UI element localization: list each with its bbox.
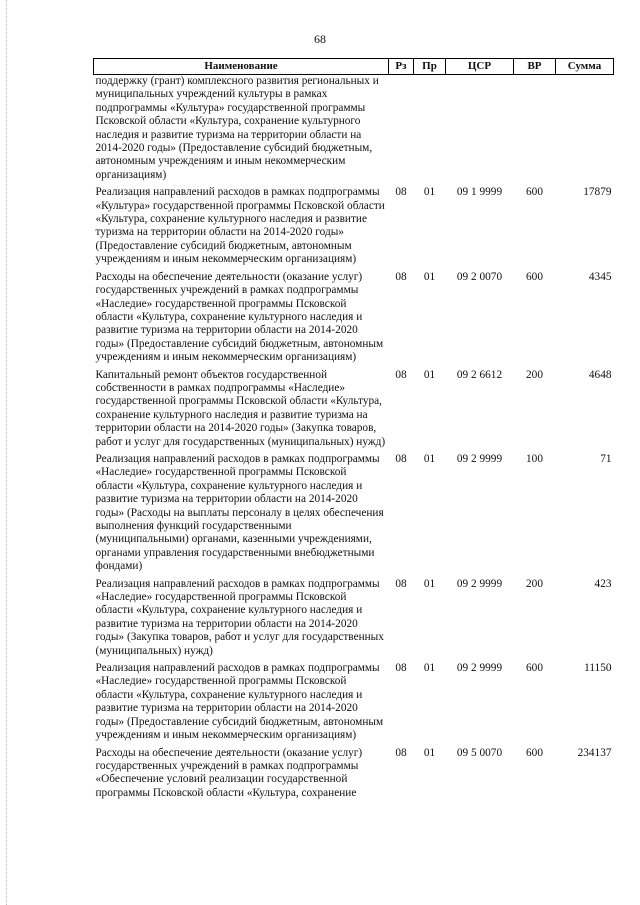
table-row xyxy=(94,185,614,269)
cell-pr xyxy=(414,75,446,186)
cell-vr: 200 xyxy=(526,368,543,381)
column-header-pr: Пр xyxy=(414,59,446,75)
cell-pr: 01 xyxy=(423,452,436,465)
column-header-sum: Сумма xyxy=(556,59,614,75)
cell-csr: 09 2 0070 xyxy=(456,270,503,283)
table-row xyxy=(94,270,614,368)
cell-rz xyxy=(389,75,414,186)
cell-sum: 71 xyxy=(600,452,612,465)
cell-pr: 01 xyxy=(423,186,436,199)
cell-sum: 234137 xyxy=(577,746,612,759)
cell-pr: 01 xyxy=(423,662,436,675)
cell-name: Расходы на обеспечение деятельности (оказание услуг) государственных учреждений в рамках подпрограммы «Наследие» государственной программы Псковской области «Культура, сохранение культурного наследия и развитие туризма на территории области на 2014-2020 годы» (Предоставление субсидий бюджетным, автономным учреждениям и иным некоммерческим организациям) xyxy=(95,270,384,364)
cell-sum xyxy=(556,75,614,186)
cell-vr: 600 xyxy=(526,662,543,675)
table-header-row xyxy=(94,59,614,75)
column-header-name: Наименование xyxy=(94,59,389,75)
cell-rz: 08 xyxy=(395,452,407,465)
cell-name: Реализация направлений расходов в рамках подпрограммы «Наследие» государственной программы Псковской области «Культура, сохранение культурного наследия и развитие туризма на территории области на 2014-2020 годы» (Расходы на выплаты персоналу в целях обеспечения выполнения функций государственными (муниципальными) органами, казенными учреждениями, органами управления государственными внебюджетными фондами) xyxy=(95,452,384,573)
cell-rz: 08 xyxy=(395,186,407,199)
table-row xyxy=(94,75,614,186)
column-header-rz: Рз xyxy=(389,59,414,75)
cell-name: Капитальный ремонт объектов государственной собственности в рамках подпрограммы «Наследие» государственной программы Псковской области «Культура, сохранение культурного наследия и развитие туризма на территории области на 2014-2020 годы» (Закупка товаров, работ и услуг для государственных (муниципальных) нужд) xyxy=(95,368,386,448)
cell-vr: 600 xyxy=(526,186,543,199)
cell-vr: 100 xyxy=(526,452,543,465)
budget-table xyxy=(93,58,614,803)
cell-vr xyxy=(514,75,556,186)
table-row xyxy=(94,577,614,661)
cell-name: Реализация направлений расходов в рамках подпрограммы «Наследие» государственной программы Псковской области «Культура, сохранение культурного наследия и развитие туризма на территории области на 2014-2020 годы» (Предоставление субсидий бюджетным, автономным учреждениям и иным некоммерческим организациям) xyxy=(95,662,384,742)
table-row xyxy=(94,452,614,577)
cell-pr: 01 xyxy=(423,577,436,590)
cell-name: Реализация направлений расходов в рамках подпрограммы «Наследие» государственной программы Псковской области «Культура, сохранение культурного наследия и развитие туризма на территории области на 2014-2020 годы» (Закупка товаров, работ и услуг для государственных (муниципальных) нужд) xyxy=(95,577,384,657)
cell-sum: 17879 xyxy=(583,186,612,199)
cell-rz: 08 xyxy=(395,270,407,283)
cell-vr: 600 xyxy=(526,746,543,759)
cell-sum: 423 xyxy=(594,577,612,590)
column-header-csr: ЦСР xyxy=(446,59,514,75)
cell-pr: 01 xyxy=(423,746,436,759)
cell-name: поддержку (грант) комплексного развития региональных и муниципальных учреждений культуры в рамках подпрограммы «Культура» государственной программы Псковской области «Культура, сохранение культурного наследия и развитие туризма на территории области на 2014-2020 годы» (Предоставление субсидий бюджетным, автономным учреждениям и иным некоммерческим организациям) xyxy=(95,75,379,181)
table-row xyxy=(94,661,614,745)
cell-csr: 09 2 9999 xyxy=(456,662,503,675)
cell-pr: 01 xyxy=(423,270,436,283)
cell-name: Расходы на обеспечение деятельности (оказание услуг) государственных учреждений в рамках подпрограммы «Обеспечение условий реализации государственной программы Псковской области «Культура, сохранение xyxy=(95,746,363,799)
cell-csr: 09 1 9999 xyxy=(456,186,503,199)
cell-csr: 09 2 9999 xyxy=(456,452,503,465)
cell-pr: 01 xyxy=(423,368,436,381)
cell-sum: 4345 xyxy=(588,270,612,283)
cell-sum: 4648 xyxy=(588,368,612,381)
cell-sum: 11150 xyxy=(584,662,612,675)
cell-csr: 09 2 6612 xyxy=(456,368,503,381)
cell-vr: 200 xyxy=(526,577,543,590)
cell-csr xyxy=(446,75,514,186)
column-header-vr: ВР xyxy=(514,59,556,75)
cell-rz: 08 xyxy=(395,577,407,590)
cell-name: Реализация направлений расходов в рамках подпрограммы «Культура» государственной программы Псковской области «Культура, сохранение культурного наследия и развитие туризма на территории области на 2014-2020 годы» (Предоставление субсидий бюджетным, автономным учреждениям и иным некоммерческим организациям) xyxy=(95,186,385,266)
page-number: 68 xyxy=(314,32,326,46)
cell-rz: 08 xyxy=(395,662,407,675)
cell-vr: 600 xyxy=(526,270,543,283)
cell-csr: 09 2 9999 xyxy=(456,577,503,590)
table-row xyxy=(94,368,614,452)
cell-rz: 08 xyxy=(395,746,407,759)
cell-csr: 09 5 0070 xyxy=(456,746,503,759)
cell-rz: 08 xyxy=(395,368,407,381)
page-edge-line xyxy=(6,0,7,905)
table-row xyxy=(94,746,614,804)
